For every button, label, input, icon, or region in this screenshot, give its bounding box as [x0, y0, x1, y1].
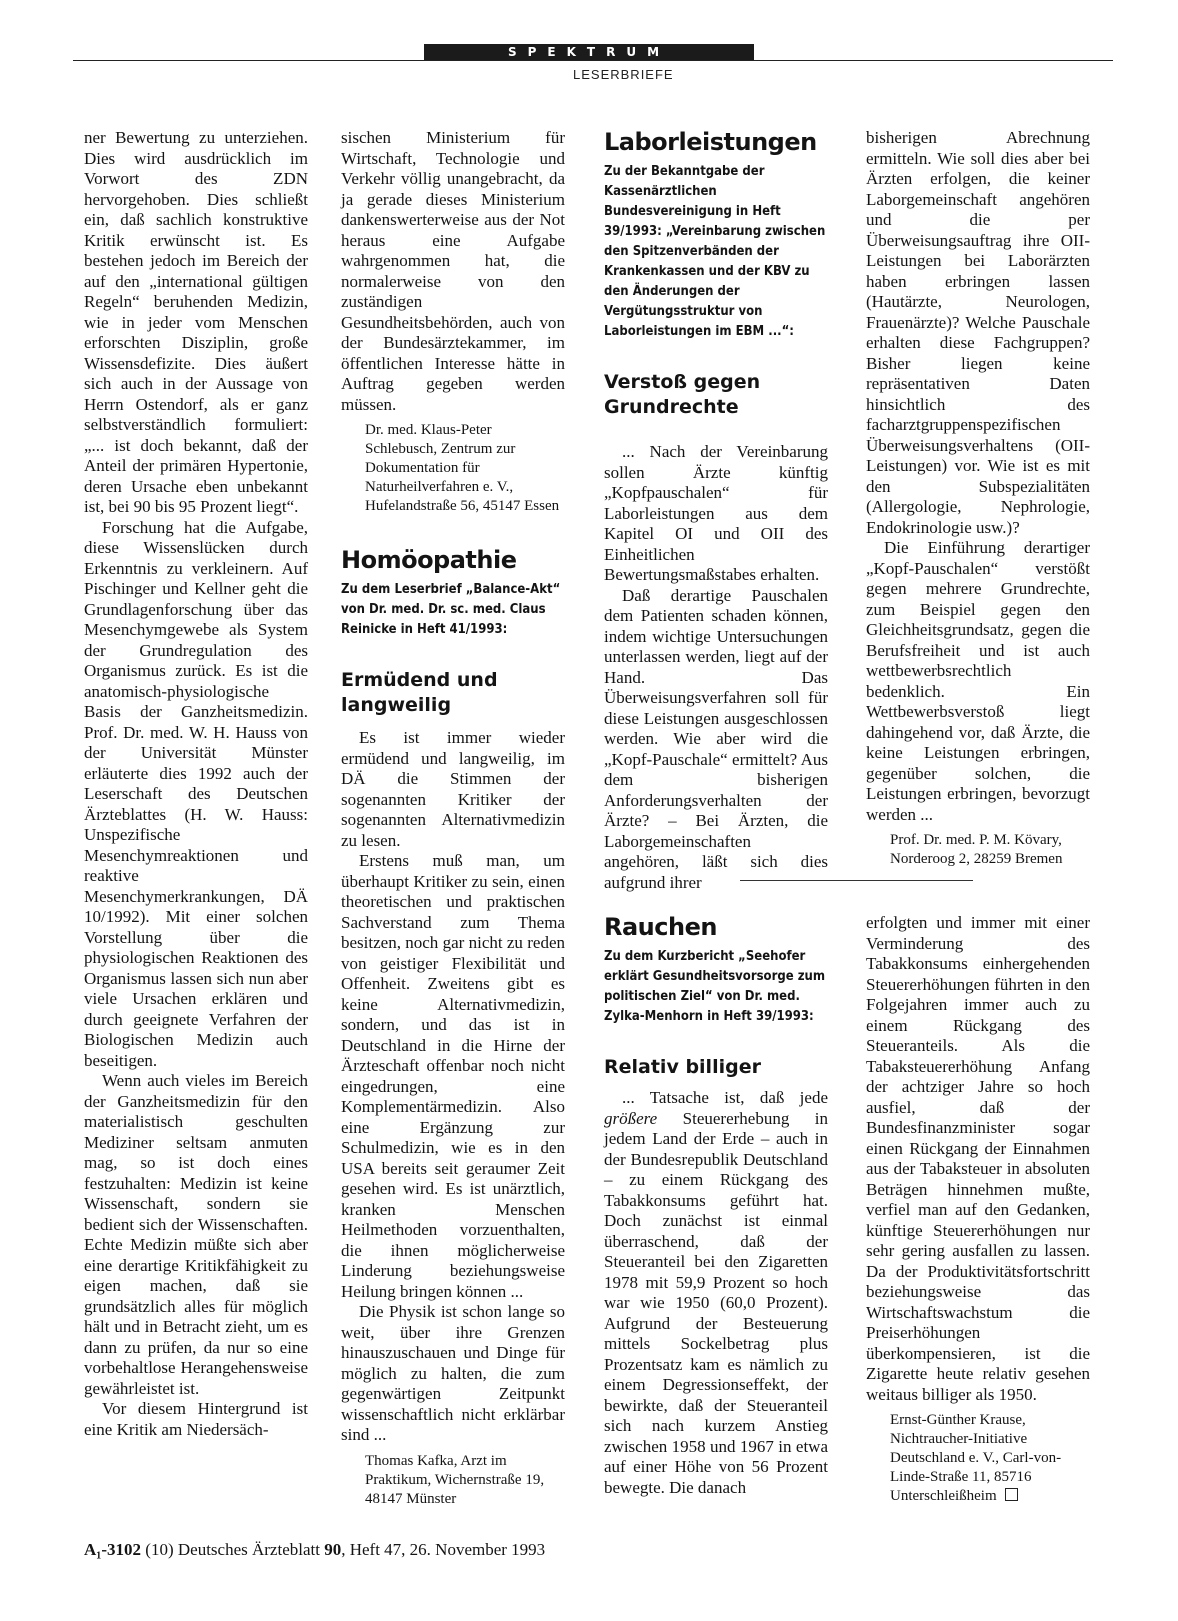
article-headline: Laborleistungen [604, 128, 817, 156]
column-3-lower [604, 913, 828, 1498]
paragraph [604, 1088, 828, 1498]
column-1 [84, 128, 308, 1440]
column-3 [604, 128, 828, 893]
paragraph: erfolgten und immer mit einer Verminderung des Tabakkonsums einhergehenden Steuererhöhungen führten in den Folgejahren immer auch zu einem Rückgang des Steueranteils. Als die Tabaksteuererhöhung Anfang der achtziger Jahre so hoch ausfiel, daß der Bundesfinanzminister sogar einen Rückgang der Einnahmen aus der Tabaksteuer in absoluten Beträgen hinnehmen mußte, verfiel man auf den Gedanken, künftige Steuererhöhungen nur sehr gering ausfallen zu lassen. Da der Produktivitätsfortschritt beziehungsweise das Wirtschaftswachstum die Preiserhöhungen überkompensieren, ist die Zigarette heute relativ gesehen weitaus billiger als 1950. [866, 913, 1090, 1404]
paragraph: Die Physik ist schon lange so weit, über ihre Grenzen hinauszuschauen und Dinge für möglich zu halten, die zum gegenwärtigen Zeitpunkt wissenschaftlich nicht erklärbar sind ... [341, 1302, 565, 1444]
paragraph: Es ist immer wieder ermüdend und langweilig, im DÄ die Stimmen der sogenannten Kritiker der sogenannten Alternativmedizin zu lesen. [341, 728, 565, 850]
end-of-article-square-icon [1005, 1488, 1018, 1501]
paragraph: Vor diesem Hintergrund ist eine Kritik am Niedersäch- [84, 1399, 308, 1439]
article-intro: Zu der Bekanntgabe der Kassenärztlichen Bundesvereinigung in Heft 39/1993: „Vereinbarung zwischen den Spitzenverbänden der Krankenkassen und der KBV zu den Änderungen der Vergütungsstruktur von Laborleistungen im EBM ...“: [604, 164, 826, 339]
letter-signature: Thomas Kafka, Arzt im Praktikum, Wichernstraße 19, 48147 Münster [365, 1452, 545, 1507]
letter-signature: Dr. med. Klaus-Peter Schlebusch, Zentrum zur Dokumentation für Naturheilverfahren e. V., Hufelandstraße 56, 45147 Essen [365, 422, 560, 514]
page-footer [84, 1540, 545, 1560]
letter-signature [890, 1411, 1090, 1506]
text-run: ... Tatsache ist, daß jede [622, 1088, 828, 1107]
footer-text: (10) Deutsches Ärzteblatt [141, 1540, 325, 1559]
paragraph: ... Nach der Vereinbarung sollen Ärzte künftig „Kopfpauschalen“ für Laborleistungen aus dem Kapitel OI und OII des Einheitlichen Bewertungsmaßstabes erhalten. [604, 442, 828, 584]
letter-subheading: Verstoß gegen Grundrechte [604, 371, 761, 418]
letter-subheading: Relativ billiger [604, 1056, 761, 1078]
paragraph: Die Einführung derartiger „Kopf-Pauschalen“ verstößt gegen mehrere Grundrechte, zum Beispiel gegen den Gleichheitsgrundsatz, gegen die Berufsfreiheit und ist auch wettbewerbsrechtlich bedenklich. Ein Wettbewerbsverstoß liegt dahingehend vor, daß Ärzte, die keine Leistungen erbringen, gegenüber solchen, die Leistungen erbringen, bevorzugt werden ... [866, 538, 1090, 824]
article-divider [740, 880, 973, 881]
volume-number: 90 [324, 1540, 342, 1559]
column-4-lower [866, 913, 1090, 1506]
paragraph: Wenn auch vieles im Bereich der Ganzheitsmedizin für den materialistisch geschulten Mediziner seltsam anmuten mag, so ist doch eines festzuhalten: Medizin ist keine Wissenschaft, sondern sie bedient sich der Wissenschaften. Echte Medizin müßte sich aber eine derartige Kritikfähigkeit zu eigen machen, daß sie grundsätzlich alles für möglich hält und in Betracht zieht, um es dann zu prüfen, da nur so eine vorbehaltlose Herangehensweise gewährleistet ist. [84, 1071, 308, 1398]
article-intro: Zu dem Leserbrief „Balance-Akt“ von Dr. med. Dr. sc. med. Claus Reinicke in Heft 41/1993: [341, 582, 561, 637]
paragraph: ner Bewertung zu unterziehen. Dies wird ausdrücklich im Vorwort des ZDN hervorgehoben. Dies schließt ein, daß sachlich konstruktive Kritik erwünscht ist. Es bestehen jedoch im Bereich der auf den „international gültigen Regeln“ beruhenden Medizin, wie in jeder vom Menschen erforschten Disziplin, große Wissensdefizite. Dies äußert sich auch in der Aussage von Herrn Ostendorf, als er ganz selbstverständlich formuliert: „... ist doch bekannt, daß der Anteil der primären Hypertonie, deren Ursache eben unbekannt ist, bei 90 bis 95 Prozent liegt“. [84, 128, 308, 516]
paragraph: sischen Ministerium für Wirtschaft, Technologie und Verkehr völlig unangebracht, da ja gerade dieses Ministerium dankenswerterweise aus der Not heraus eine Aufgabe wahrgenommen hat, die normalerweise von den zuständigen Gesundheitsbehörden, auch von der Bundesärztekammer, im öffentlichen Interesse hätte in Auftrag gegeben werden müssen. [341, 128, 565, 414]
paragraph: Erstens muß man, um überhaupt Kritiker zu sein, einen theoretischen und praktischen Sachverstand zum Thema besitzen, noch gar nicht zu reden von geistiger Flexibilität und Offenheit. Zweitens gibt es keine Alternativmedizin, sondern, und das ist in Deutschland in die Hirne der Ärzteschaft offenbar noch nicht eingedrungen, eine Komplementärmedizin. Also eine Ergänzung zur Schulmedizin, wie es in den USA bereits seit geraumer Zeit gesehen wird. Es ist unärztlich, kranken Menschen Heilmethoden vorzuenthalten, die ihnen möglicherweise Linderung beziehungsweise Heilung bringen können ... [341, 851, 565, 1301]
paragraph: Forschung hat die Aufgabe, diese Wissenslücken durch Erkenntnis zu verkleinern. Auf Pischinger und Kellner geht die Grundlagenforschung über das Mesenchymgewebe als System der Grundregulation des Organismus zurück. Es ist die anatomisch-physiologische Basis der Ganzheitsmedizin. Prof. Dr. med. W. H. Hauss von der Universität Münster erläuterte dies 1992 auch der Leserschaft des Deutschen Ärzteblattes (H. W. Hauss: Unspezifische Mesenchymreaktionen und reaktive Mesenchymerkrankungen, DÄ 10/1992). Mit einer solchen Vorstellung über die physiologischen Reaktionen des Organismus lassen sich nun aber viele Ursachen erklären und durch geeignete Verfahren der Biologischen Medizin auch beseitigen. [84, 517, 308, 1070]
article-headline: Rauchen [604, 913, 717, 941]
column-2 [341, 128, 565, 1509]
section-banner: SPEKTRUM [424, 44, 754, 60]
paragraph: bisherigen Abrechnung ermitteln. Wie soll dies aber bei Ärzten erfolgen, die keiner Laborgemeinschaft angehören und die per Überweisungsauftrag ihre OII-Leistungen bei Laborärzten haben erbringen lassen (Hautärzte, Neurologen, Frauenärzte)? Welche Pauschale erhalten diese Fachgruppen? Bisher liegen keine repräsentativen Daten hinsichtlich des facharztgruppenspezifischen Überweisungsverhaltens (OII-Leistungen) vor. Wie ist es mit den Subspezialitäten (Allergologie, Nephrologie, Endokrinologie usw.)? [866, 128, 1090, 537]
paragraph: Daß derartige Pauschalen dem Patienten schaden können, indem wichtige Untersuchungen unterlassen werden, liegt auf der Hand. Das Überweisungsverfahren soll für diese Leistungen ausgeschlossen werden. Wie aber wird die „Kopf-Pauschale“ ermittelt? Aus dem bisherigen Anforderungsverhalten der Ärzte? – Bei Ärzten, die Laborgemeinschaften angehören, läßt sich dies aufgrund ihrer [604, 585, 828, 892]
text-run: Steuererhebung in jedem Land der Erde – auch in der Bundesrepublik Deutschland – zu einem Rückgang des Tabakkonsums geführt hat. Doch zunächst ist einmal überraschend, daß der Steueranteil bei den Zigaretten 1978 mit 59,9 Prozent so hoch war wie 1950 (60,0 Prozent). Aufgrund der Besteuerung mittels Sockelbetrag plus Prozentsatz kam es nämlich zu einem Degressionseffekt, der bewirkte, daß der Steueranteil sich nach kurzem Anstieg zwischen 1958 und 1967 in etwa auf einer Höhe von 56 Prozent bewegte. Die danach [604, 1108, 828, 1497]
article-intro: Zu dem Kurzbericht „Seehofer erklärt Gesundheitsvorsorge zum politischen Ziel“ von Dr. med. Zylka-Menhorn in Heft 39/1993: [604, 949, 826, 1024]
emphasis: größere [604, 1108, 658, 1128]
signature-text: Ernst-Günther Krause, Nichtraucher-Initiative Deutschland e. V., Carl-von-Linde-Straße 11, 85716 Unterschleißheim [890, 1412, 1062, 1504]
header-rule [73, 60, 1113, 61]
letter-subheading: Ermüdend und langweilig [341, 669, 498, 716]
page-code: A₁-3102 [84, 1540, 142, 1559]
letter-signature: Prof. Dr. med. P. M. Kövary, Norderoog 2, 28259 Bremen [890, 832, 1063, 867]
section-subtitle: LESERBRIEFE [573, 67, 674, 82]
footer-text: , Heft 47, 26. November 1993 [341, 1540, 546, 1559]
article-headline: Homöopathie [341, 546, 517, 574]
column-4 [866, 128, 1090, 869]
